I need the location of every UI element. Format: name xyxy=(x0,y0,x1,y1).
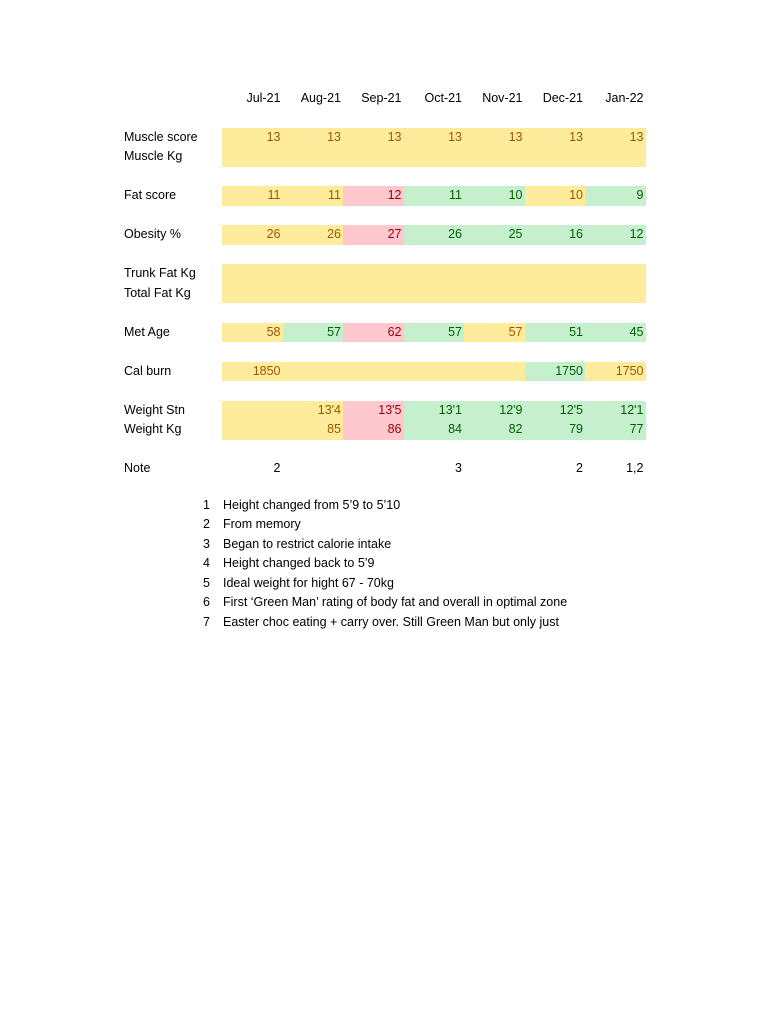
cell-fat-score-jul-21: 11 xyxy=(222,186,283,206)
cell-obesity-sep-21: 27 xyxy=(343,225,404,245)
cell-muscle-score-oct-21: 13 xyxy=(404,128,465,148)
cell-muscle-kg-jan-22 xyxy=(585,147,646,167)
cell-fat-score-dec-21: 10 xyxy=(525,186,586,206)
cell-weight-kg-aug-21: 85 xyxy=(283,420,344,440)
cell-obesity-nov-21: 25 xyxy=(464,225,525,245)
cell-cal-burn-sep-21 xyxy=(343,362,404,382)
row-label-trunk-fat-kg: Trunk Fat Kg xyxy=(124,266,196,280)
cell-fat-score-sep-21: 12 xyxy=(343,186,404,206)
footnote-number: 2 xyxy=(203,517,210,531)
cell-cal-burn-dec-21: 1750 xyxy=(525,362,586,382)
cell-trunk-fat-kg-sep-21 xyxy=(343,264,404,284)
cell-muscle-kg-jul-21 xyxy=(222,147,283,167)
row-label-muscle-score: Muscle score xyxy=(124,129,198,144)
cell-cal-burn-aug-21 xyxy=(283,362,344,382)
cell-obesity-jul-21: 26 xyxy=(222,225,283,245)
cell-trunk-fat-kg-oct-21 xyxy=(404,264,465,284)
cell-total-fat-kg-nov-21 xyxy=(464,284,525,304)
cell-trunk-fat-kg-jan-22 xyxy=(585,264,646,284)
row-label-obesity: Obesity % xyxy=(124,227,181,241)
cell-note-jul-21: 2 xyxy=(273,461,281,475)
cell-weight-kg-oct-21: 84 xyxy=(404,420,465,440)
row-label-muscle-kg: Muscle Kg xyxy=(124,149,183,163)
cell-weight-stn-sep-21: 13'5 xyxy=(343,401,404,421)
cell-weight-stn-jan-22: 12'1 xyxy=(585,401,646,421)
cell-obesity-jan-22: 12 xyxy=(585,225,646,245)
month-header-aug-21: Aug-21 xyxy=(300,91,341,105)
footnote-text: Began to restrict calorie intake xyxy=(223,536,392,551)
cell-weight-kg-jul-21 xyxy=(222,420,283,440)
cell-met-age-dec-21: 51 xyxy=(525,323,586,343)
month-header-jan-22: Jan-22 xyxy=(605,91,644,105)
footnote-number: 1 xyxy=(203,497,210,512)
cell-cal-burn-jul-21: 1850 xyxy=(222,362,283,382)
cell-muscle-score-sep-21: 13 xyxy=(343,128,404,148)
cell-muscle-kg-nov-21 xyxy=(464,147,525,167)
cell-weight-kg-sep-21: 86 xyxy=(343,420,404,440)
cell-trunk-fat-kg-dec-21 xyxy=(525,264,586,284)
cell-total-fat-kg-oct-21 xyxy=(404,284,465,304)
cell-note-sep-21 xyxy=(343,459,404,479)
footnote-text: Ideal weight for hight 67 - 70kg xyxy=(223,575,394,590)
cell-met-age-jul-21: 58 xyxy=(222,323,283,343)
month-header-nov-21: Nov-21 xyxy=(482,91,523,105)
footnote-text: Height changed from 5’9 to 5’10 xyxy=(223,497,401,512)
cell-fat-score-nov-21: 10 xyxy=(464,186,525,206)
cell-muscle-kg-aug-21 xyxy=(283,147,344,167)
cell-cal-burn-jan-22: 1750 xyxy=(585,362,646,382)
cell-weight-stn-oct-21: 13'1 xyxy=(404,401,465,421)
cell-muscle-score-nov-21: 13 xyxy=(464,128,525,148)
cell-weight-stn-nov-21: 12'9 xyxy=(464,401,525,421)
cell-met-age-sep-21: 62 xyxy=(343,323,404,343)
cell-fat-score-jan-22: 9 xyxy=(585,186,646,206)
row-label-note: Note xyxy=(124,461,151,475)
cell-note-oct-21: 3 xyxy=(455,461,462,475)
cell-muscle-kg-dec-21 xyxy=(525,147,586,167)
cell-fat-score-oct-21: 11 xyxy=(404,186,465,206)
row-label-cal-burn: Cal burn xyxy=(124,363,172,378)
footnote-text: First ‘Green Man’ rating of body fat and overall in optimal zone xyxy=(223,595,568,609)
footnote-number: 3 xyxy=(203,536,210,551)
row-label-weight-stn: Weight Stn xyxy=(124,402,185,417)
footnote-text: From memory xyxy=(223,517,301,531)
cell-total-fat-kg-aug-21 xyxy=(283,284,344,304)
cell-total-fat-kg-sep-21 xyxy=(343,284,404,304)
footnote-number: 5 xyxy=(203,575,210,590)
cell-cal-burn-nov-21 xyxy=(464,362,525,382)
cell-muscle-score-jul-21: 13 xyxy=(222,128,283,148)
cell-muscle-score-jan-22: 13 xyxy=(585,128,646,148)
row-label-total-fat-kg: Total Fat Kg xyxy=(124,285,191,300)
cell-weight-stn-aug-21: 13'4 xyxy=(283,401,344,421)
cell-trunk-fat-kg-jul-21 xyxy=(222,264,283,284)
cell-obesity-oct-21: 26 xyxy=(404,225,465,245)
cell-weight-kg-dec-21: 79 xyxy=(525,420,586,440)
cell-cal-burn-oct-21 xyxy=(404,362,465,382)
row-label-fat-score: Fat score xyxy=(124,188,177,202)
cell-weight-kg-jan-22: 77 xyxy=(585,420,646,440)
cell-met-age-jan-22: 45 xyxy=(585,323,646,343)
cell-weight-stn-dec-21: 12'5 xyxy=(525,401,586,421)
month-header-jul-21: Jul-21 xyxy=(246,91,281,105)
row-label-weight-kg: Weight Kg xyxy=(124,422,182,436)
cell-note-aug-21 xyxy=(283,459,344,479)
footnote-number: 6 xyxy=(203,595,210,609)
cell-trunk-fat-kg-nov-21 xyxy=(464,264,525,284)
cell-muscle-kg-oct-21 xyxy=(404,147,465,167)
month-header-dec-21: Dec-21 xyxy=(542,91,583,105)
footnote-number: 7 xyxy=(203,614,210,629)
footnote-text: Easter choc eating + carry over. Still Green Man but only just xyxy=(223,614,559,629)
cell-muscle-score-dec-21: 13 xyxy=(525,128,586,148)
cell-muscle-kg-sep-21 xyxy=(343,147,404,167)
cell-note-dec-21: 2 xyxy=(576,461,583,475)
cell-note-jan-22: 1,2 xyxy=(626,461,644,475)
footnote-text: Height changed back to 5’9 xyxy=(223,556,375,570)
cell-total-fat-kg-jul-21 xyxy=(222,284,283,304)
month-header-oct-21: Oct-21 xyxy=(424,91,462,105)
cell-fat-score-aug-21: 11 xyxy=(283,186,344,206)
month-header-sep-21: Sep-21 xyxy=(361,91,402,105)
cell-total-fat-kg-dec-21 xyxy=(525,284,586,304)
cell-obesity-aug-21: 26 xyxy=(283,225,344,245)
cell-met-age-oct-21: 57 xyxy=(404,323,465,343)
footnote-number: 4 xyxy=(203,556,210,570)
cell-weight-kg-nov-21: 82 xyxy=(464,420,525,440)
row-label-met-age: Met Age xyxy=(124,324,170,339)
cell-note-nov-21 xyxy=(464,459,525,479)
cell-total-fat-kg-jan-22 xyxy=(585,284,646,304)
cell-weight-stn-jul-21 xyxy=(222,401,283,421)
cell-met-age-nov-21: 57 xyxy=(464,323,525,343)
cell-muscle-score-aug-21: 13 xyxy=(283,128,344,148)
cell-met-age-aug-21: 57 xyxy=(283,323,344,343)
cell-trunk-fat-kg-aug-21 xyxy=(283,264,344,284)
cell-obesity-dec-21: 16 xyxy=(525,225,586,245)
